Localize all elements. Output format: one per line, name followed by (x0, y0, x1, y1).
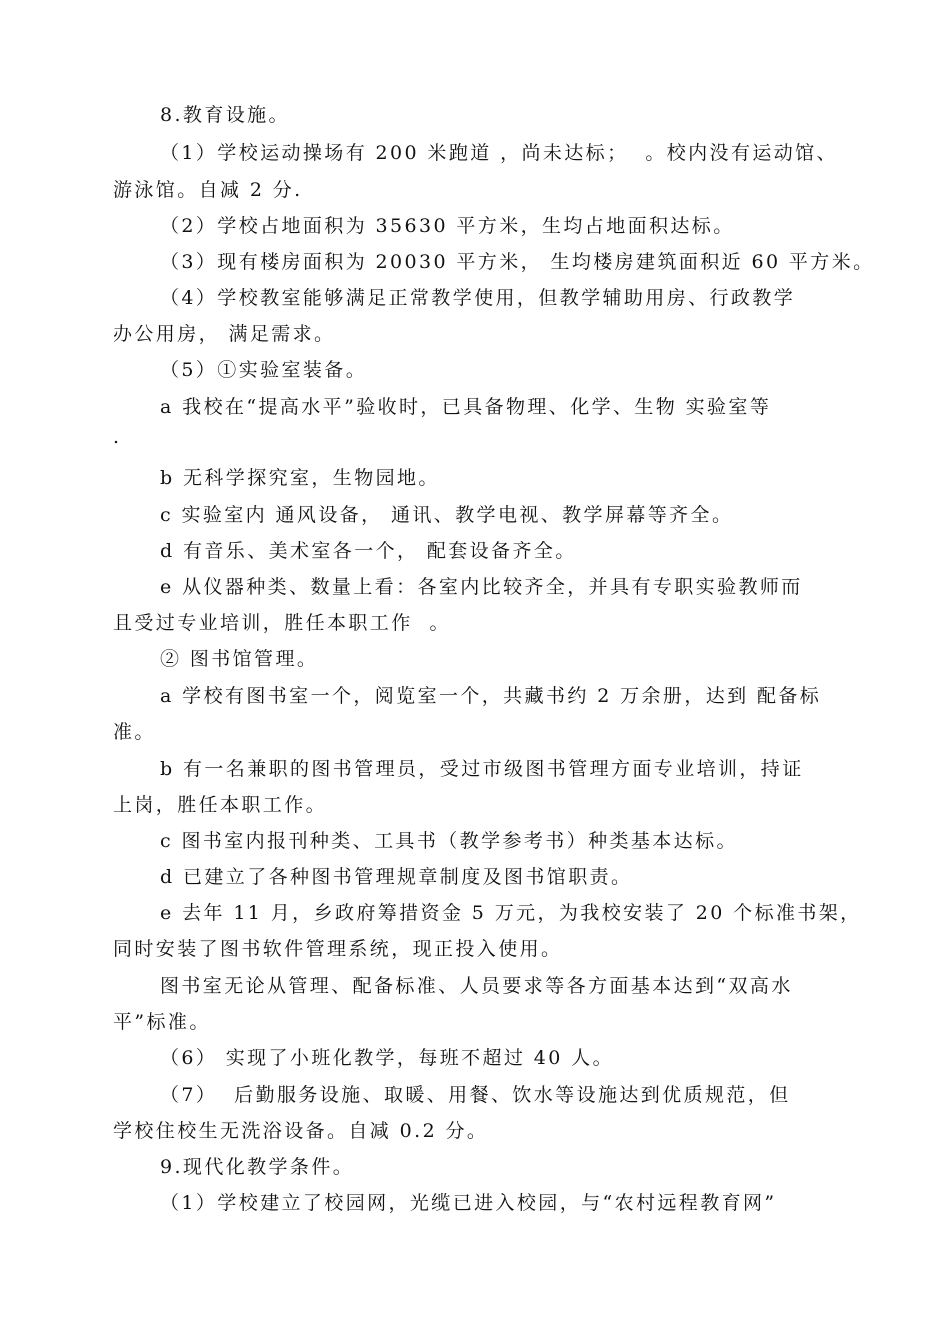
section-heading: 8.教育设施。 (160, 104, 290, 126)
paragraph-line: （2）学校占地面积为 35630 平方米，生均占地面积达标。 (160, 215, 735, 237)
paragraph-line: b 无科学探究室，生物园地。 (160, 467, 440, 489)
paragraph-line: （1）学校建立了校园网，光缆已进入校园，与“农村远程教育网” (160, 1192, 777, 1214)
paragraph-line: 上岗，胜任本职工作。 (113, 794, 328, 816)
subsection-heading: （5）①实验室装备。 (160, 359, 368, 381)
paragraph-line: a 学校有图书室一个，阅览室一个，共藏书约 2 万余册，达到 配备标 (160, 685, 822, 707)
paragraph-line: 学校住校生无洗浴设备。自减 0.2 分。 (113, 1120, 489, 1142)
subsection-heading: ② 图书馆管理。 (160, 648, 319, 670)
paragraph-line: （1）学校运动操场有 200 米跑道 ，尚未达标； 。校内没有运动馆、 (160, 142, 838, 164)
paragraph-line: 游泳馆。自减 2 分. (113, 179, 303, 201)
paragraph-line: . (113, 426, 122, 448)
section-heading: 9.现代化教学条件。 (160, 1156, 355, 1178)
paragraph-line: 图书室无论从管理、配备标准、人员要求等各方面基本达到“双高水 (160, 975, 793, 997)
paragraph-line: e 去年 11 月，乡政府筹措资金 5 万元，为我校安装了 20 个标准书架， (160, 902, 862, 924)
paragraph-line: 且受过专业培训，胜任本职工作 。 (113, 612, 451, 634)
paragraph-line: a 我校在“提高水平”验收时，已具备物理、化学、生物 实验室等 (160, 396, 772, 418)
paragraph-line: 同时安装了图书软件管理系统，现正投入使用。 (113, 938, 563, 960)
paragraph-line: b 有一名兼职的图书管理员，受过市级图书管理方面专业培训，持证 (160, 758, 804, 780)
paragraph-line: c 图书室内报刊种类、工具书（教学参考书）种类基本达标。 (160, 830, 738, 852)
paragraph-line: d 有音乐、美术室各一个， 配套设备齐全。 (160, 540, 577, 562)
paragraph-line: （3）现有楼房面积为 20030 平方米， 生均楼房建筑面积近 60 平方米。 (160, 251, 875, 273)
paragraph-line: 平”标准。 (113, 1011, 211, 1033)
paragraph-line: d 已建立了各种图书管理规章制度及图书馆职责。 (160, 866, 633, 888)
paragraph-line: （7） 后勤服务设施、取暖、用餐、饮水等设施达到优质规范，但 (160, 1084, 791, 1106)
paragraph-line: 办公用房， 满足需求。 (113, 323, 336, 345)
paragraph-line: c 实验室内 通风设备， 通讯、教学电视、教学屏幕等齐全。 (160, 504, 734, 526)
paragraph-line: （4）学校教室能够满足正常教学使用，但教学辅助用房、行政教学 (160, 287, 796, 309)
paragraph-line: 准。 (113, 721, 156, 743)
paragraph-line: e 从仪器种类、数量上看：各室内比较齐全，并具有专职实验教师而 (160, 576, 803, 598)
paragraph-line: （6） 实现了小班化教学，每班不超过 40 人。 (160, 1047, 614, 1069)
